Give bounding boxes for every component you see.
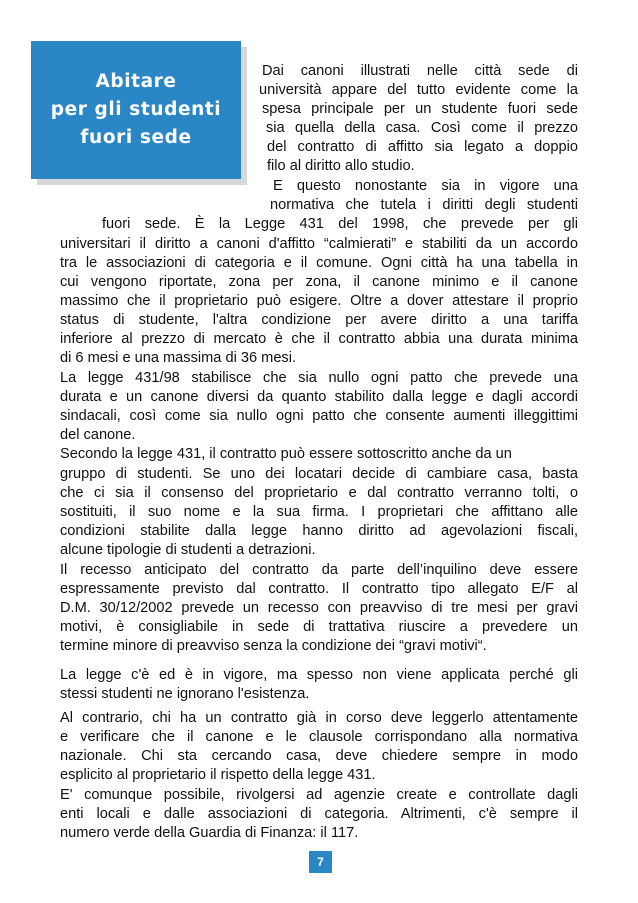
body-line: La legge c'è ed è in vigore, ma spesso non viene applicata perché gli xyxy=(60,667,578,683)
body-line: Il recesso anticipato del contratto da parte dell’inquilino deve essere xyxy=(60,562,578,578)
intro-line: spesa principale per un studente fuori sede xyxy=(262,101,578,117)
body-line: D.M. 30/12/2002 prevede un recesso con preavviso di tre mesi per gravi xyxy=(60,600,578,616)
body-line: Secondo la legge 431, il contratto può essere sottoscritto anche da un xyxy=(60,446,512,462)
body-line: che ci sia il consenso del proprietario e dal contratto verranno tolti, o xyxy=(60,485,578,501)
title-line-2: per gli studenti xyxy=(50,99,222,120)
intro-line: sia quella della casa. Così come il prezzo xyxy=(266,120,578,136)
body-line: nazionale. Chi sta cercando casa, deve chiedere sempre in modo xyxy=(60,748,578,764)
body-line: esplicito al proprietario il rispetto della legge 431. xyxy=(60,767,376,783)
body-line: espressamente previsto dal contratto. Il contratto tipo allegato E/F al xyxy=(60,581,578,597)
body-line: numero verde della Guardia di Finanza: il 117. xyxy=(60,825,359,841)
body-line: stessi studenti ne ignorano l'esistenza. xyxy=(60,686,310,702)
body-line: tra le associazioni di categoria e il comune. Ogni città ha una tabella in xyxy=(60,255,578,271)
body-line: e verificare che il canone e le clausole corrispondano alla normativa xyxy=(60,729,578,745)
intro-line: università appare del tutto evidente come la xyxy=(259,82,578,98)
body-line: enti locali e dalle associazioni di categoria. Altrimenti, c'è sempre il xyxy=(60,806,578,822)
body-line: gruppo di studenti. Se uno dei locatari decide di cambiare casa, basta xyxy=(60,466,578,482)
body-line: Al contrario, chi ha un contratto già in corso deve leggerlo attentamente xyxy=(60,710,578,726)
page-number: 7 xyxy=(309,851,332,873)
intro-line: E questo nonostante sia in vigore una xyxy=(273,178,578,194)
intro-line: Dai canoni illustrati nelle città sede di xyxy=(262,63,578,79)
title-box xyxy=(31,41,241,179)
title-line-3: fuori sede xyxy=(80,127,192,148)
body-line: sostituiti, il suo nome e la sua firma. I proprietari che affittano alle xyxy=(60,504,578,520)
body-line: E' comunque possibile, rivolgersi ad agenzie create e controllate dagli xyxy=(60,787,578,803)
intro-line: filo al diritto allo studio. xyxy=(267,158,415,174)
body-line: cui vengono riportate, zona per zona, il canone minimo e il canone xyxy=(60,274,578,290)
body-line: massimo che il proprietario può esigere. Oltre a dover attestare il proprio xyxy=(60,293,578,309)
body-line: universitari il diritto a canoni d'affitto “calmierati” e stabiliti da un accordo xyxy=(60,236,578,252)
body-line: durata e un canone diversi da quanto stabilito dalla legge e dagli accordi xyxy=(60,389,578,405)
body-line: sindacali, così come sia nullo ogni patto che consente aumenti illeggittimi xyxy=(60,408,578,424)
body-line: di 6 mesi e una massima di 36 mesi. xyxy=(60,350,297,366)
body-line: condizioni stabilite dalla legge hanno diritto ad agevolazioni fiscali, xyxy=(60,523,578,539)
body-line: termine minore di preavviso senza la condizione dei “gravi motivi“. xyxy=(60,638,487,654)
body-line: status di studente, l'altra condizione per avere diritto a una tariffa xyxy=(60,312,578,328)
intro-line: normativa che tutela i diritti degli studenti xyxy=(270,197,578,213)
body-line: del canone. xyxy=(60,427,136,443)
body-line: motivi, è consigliabile in sede di trattativa riuscire a prevedere un xyxy=(60,619,578,635)
body-line: inferiore al prezzo di mercato è che il contratto abbia una durata minima xyxy=(60,331,578,347)
intro-line: del contratto di affitto sia legato a doppio xyxy=(267,139,578,155)
title-line-1: Abitare xyxy=(95,71,177,92)
body-line: La legge 431/98 stabilisce che sia nullo ogni patto che prevede una xyxy=(60,370,578,386)
body-line: alcune tipologie di studenti a detrazioni. xyxy=(60,542,316,558)
body-line: fuori sede. È la Legge 431 del 1998, che prevede per gli xyxy=(102,216,578,232)
